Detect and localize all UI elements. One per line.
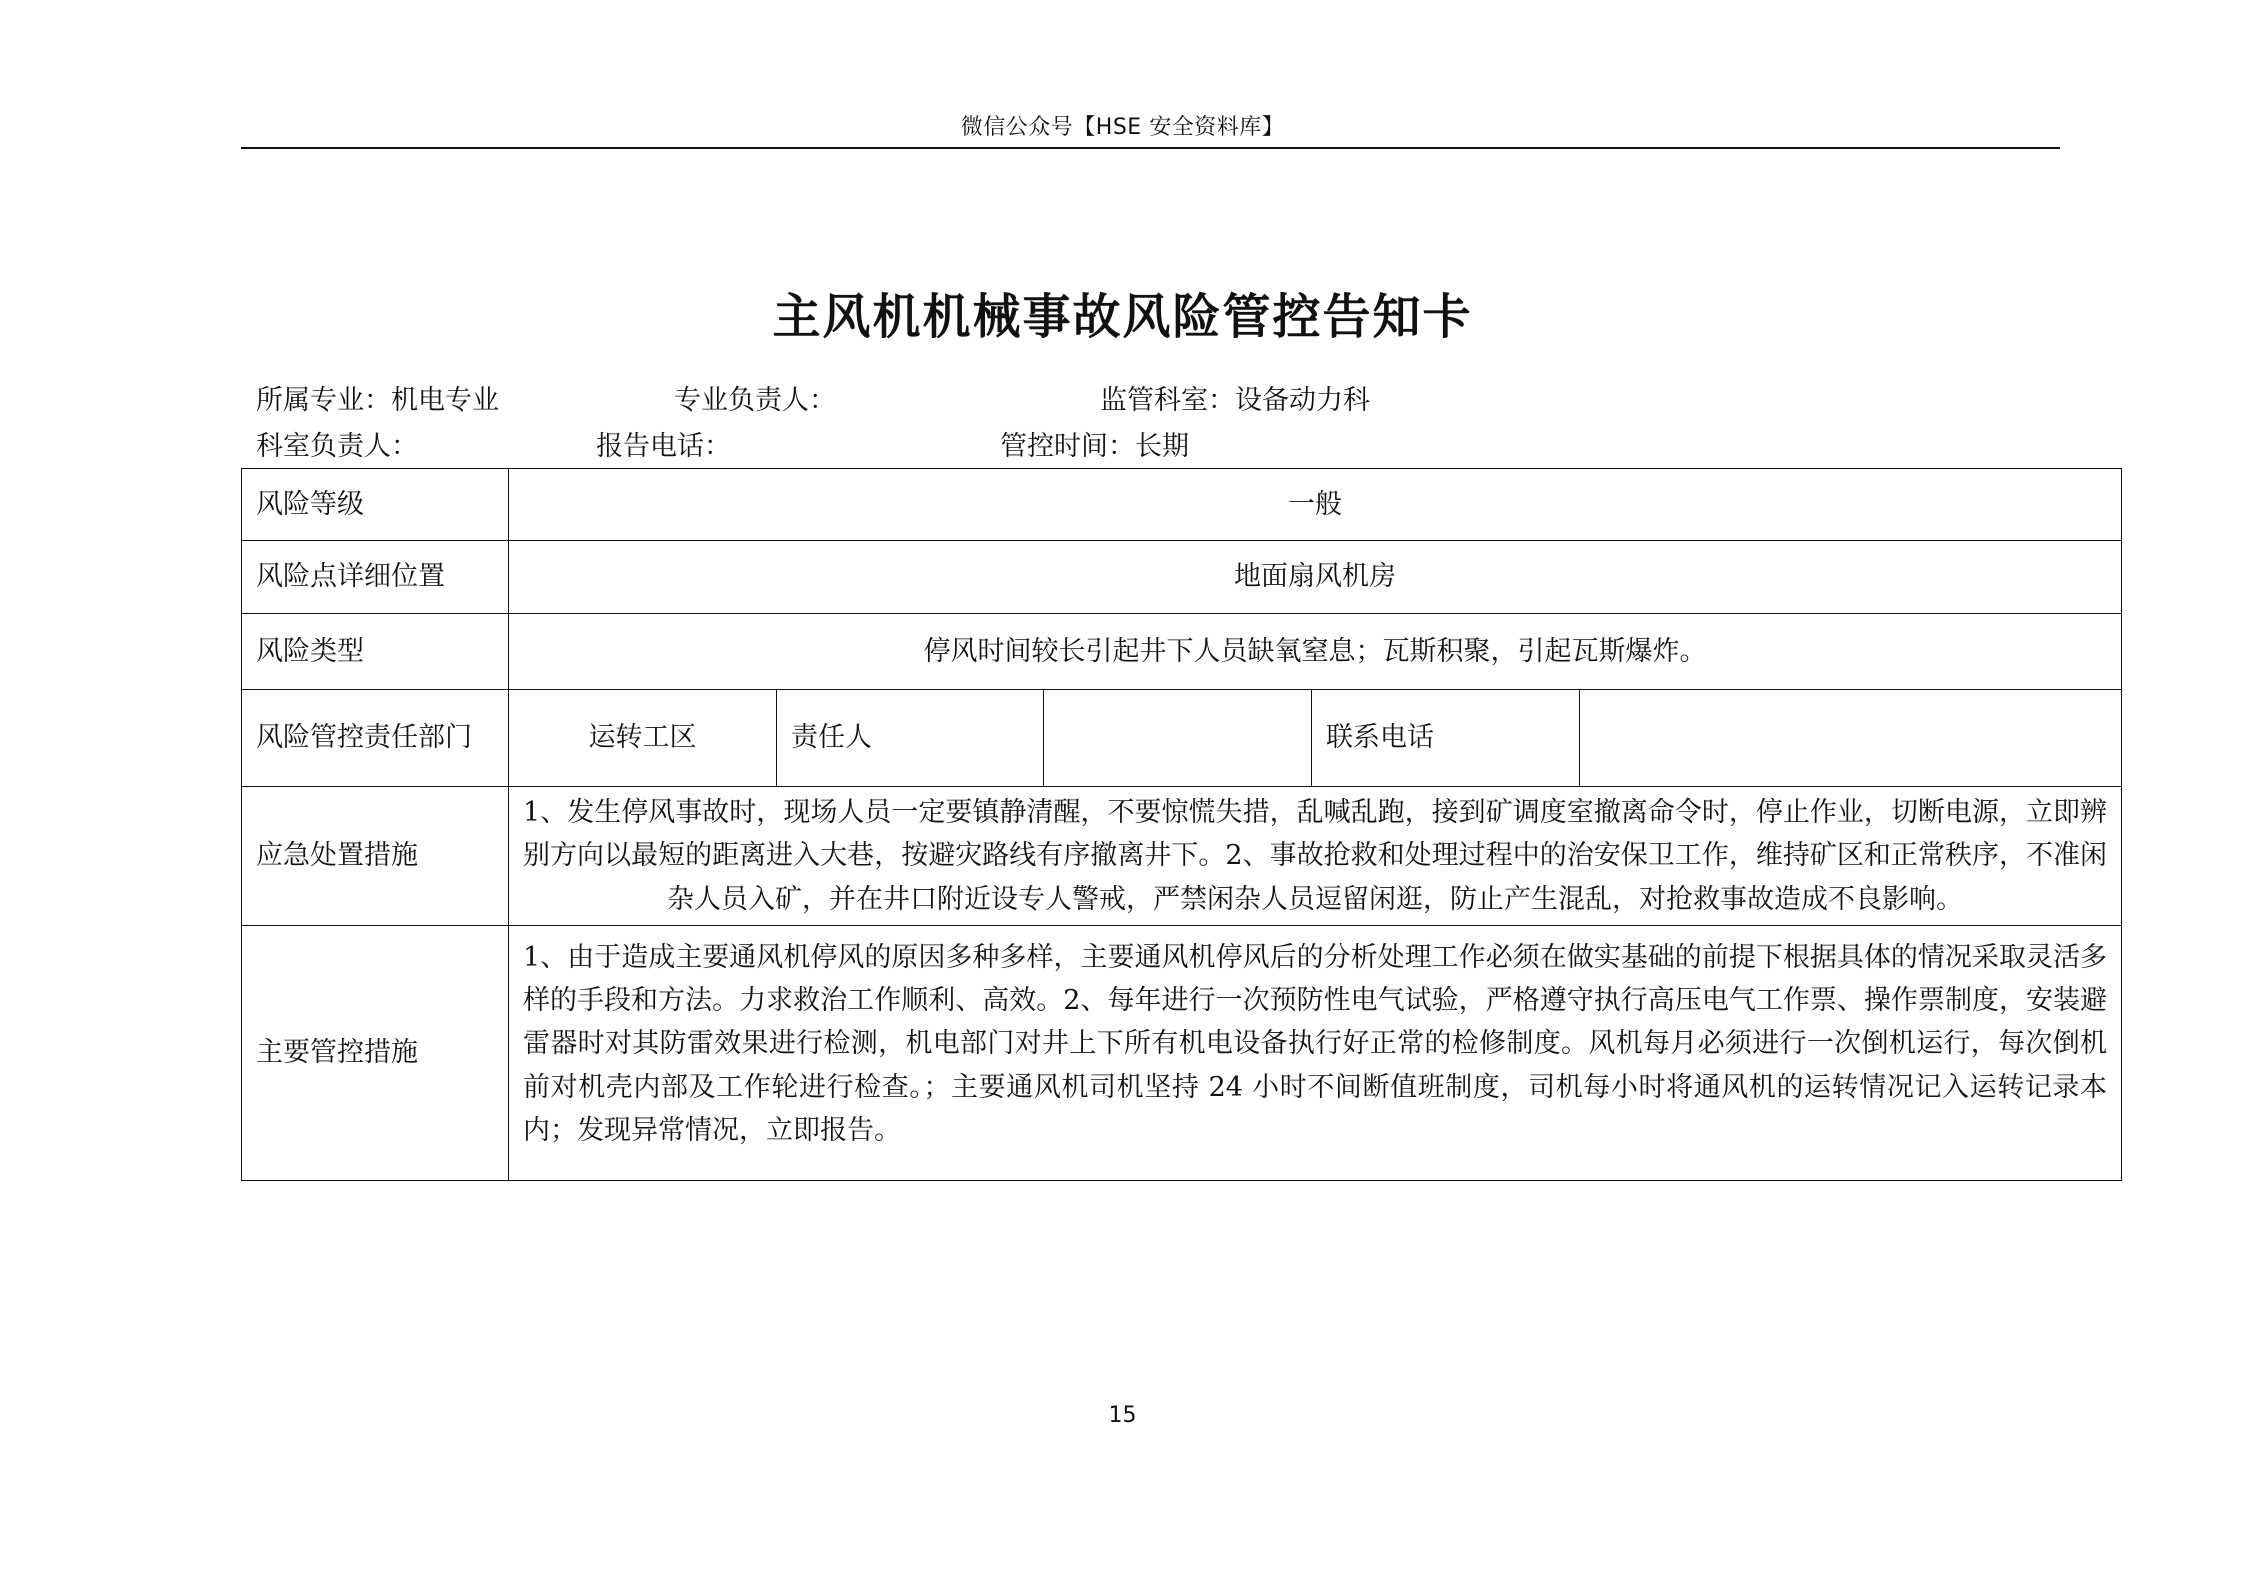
specialty-lead-field: 专业负责人：: [674, 385, 836, 416]
table-row-risk-type: [242, 614, 2122, 690]
page-title: 主风机机械事故风险管控告知卡: [772, 289, 1473, 345]
risk-level-label: 风险等级: [242, 469, 509, 541]
specialty-field: 所属专业：机电专业: [256, 385, 499, 416]
responsible-dept-label: 风险管控责任部门: [242, 690, 509, 787]
office-lead-field: 科室负责人：: [256, 431, 418, 462]
risk-location-value: 地面扇风机房: [509, 541, 2122, 614]
responsible-person-label: 责任人: [777, 690, 1044, 787]
risk-control-table: [241, 468, 2122, 1181]
table-row-responsible-dept: [242, 690, 2122, 787]
table-row-risk-level: [242, 469, 2122, 541]
contact-phone-value: [1580, 690, 2122, 787]
main-controls-text: 1、由于造成主要通风机停风的原因多种多样，主要通风机停风后的分析处理工作必须在做实基础的前提下根据具体的情况采取灵活多样的手段和方法。力求救治工作顺利、高效。2、每年进行一次预防性电气试验，严格遵守执行高压电气工作票、操作票制度，安装避雷器时对其防雷效果进行检测，机电部门对井上下所有机电设备执行好正常的检修制度。风机每月必须进行一次倒机运行，每次倒机前对机壳内部及工作轮进行检查。；主要通风机司机坚持 24 小时不间断值班制度，司机每小时将通风机的运转情况记入运转记录本内；发现异常情况，立即报告。: [509, 926, 2122, 1181]
header-divider: [241, 147, 2060, 149]
report-phone-field: 报告电话：: [596, 431, 731, 462]
responsible-person-value: [1044, 690, 1312, 787]
contact-phone-label: 联系电话: [1312, 690, 1580, 787]
page-number: 15: [1108, 1403, 1137, 1428]
emergency-measures-label: 应急处置措施: [242, 787, 509, 926]
risk-type-value: 停风时间较长引起井下人员缺氧窒息；瓦斯积聚，引起瓦斯爆炸。: [509, 614, 2122, 690]
supervising-office-field: 监管科室：设备动力科: [1100, 385, 1370, 416]
risk-level-value: 一般: [509, 469, 2122, 541]
page-header: 微信公众号【HSE 安全资料库】: [960, 115, 1285, 140]
table-row-main-controls: [242, 926, 2122, 1181]
control-period-field: 管控时间：长期: [1000, 431, 1189, 462]
responsible-dept-value: 运转工区: [509, 690, 777, 787]
emergency-measures-text: 1、发生停风事故时，现场人员一定要镇静清醒，不要惊慌失措，乱喊乱跑，接到矿调度室撤离命令时，停止作业，切断电源，立即辨别方向以最短的距离进入大巷，按避灾路线有序撤离井下。2、事故抢救和处理过程中的治安保卫工作，维持矿区和正常秩序，不准闲杂人员入矿，并在井口附近设专人警戒，严禁闲杂人员逗留闲逛，防止产生混乱，对抢救事故造成不良影响。: [509, 787, 2122, 926]
table-row-emergency: [242, 787, 2122, 926]
main-controls-label: 主要管控措施: [242, 926, 509, 1181]
table-row-risk-location: [242, 541, 2122, 614]
risk-location-label: 风险点详细位置: [242, 541, 509, 614]
risk-type-label: 风险类型: [242, 614, 509, 690]
